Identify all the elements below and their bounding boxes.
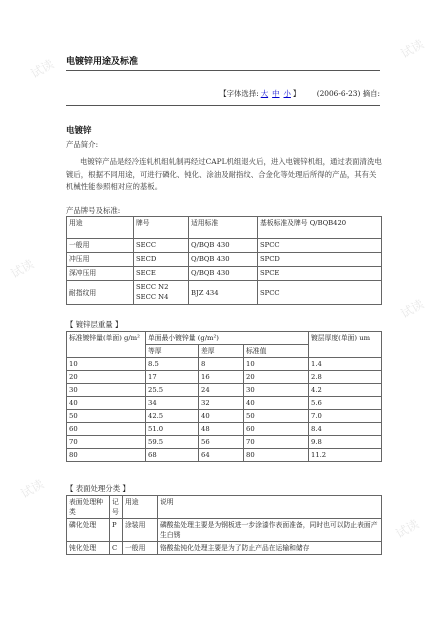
table-cell: 镀层厚度(单面) um bbox=[309, 332, 382, 358]
table-cell: 40 bbox=[67, 397, 146, 410]
table-row bbox=[67, 332, 382, 345]
table-cell: 用途 bbox=[67, 217, 134, 239]
table-cell: 8.5 bbox=[146, 358, 199, 371]
table-cell: 70 bbox=[244, 436, 309, 449]
watermark: 试读 bbox=[28, 56, 57, 81]
table-cell: 70 bbox=[67, 436, 146, 449]
table-row bbox=[67, 371, 382, 384]
table-cell: Q/BQB 430 bbox=[189, 253, 258, 267]
table-cell: 涂装用 bbox=[123, 519, 158, 542]
table-cell: 30 bbox=[244, 384, 309, 397]
table-row bbox=[67, 449, 382, 462]
table-cell: 标准值 bbox=[244, 345, 309, 358]
table-cell: 51.0 bbox=[146, 423, 199, 436]
table-cell: 64 bbox=[199, 449, 244, 462]
table-row bbox=[67, 253, 382, 267]
table-cell: 42.5 bbox=[146, 410, 199, 423]
table-cell: 60 bbox=[244, 423, 309, 436]
table-cell: SPCD bbox=[258, 253, 382, 267]
table-cell: 铬酸盐钝化处理主要是为了防止产品在运输和储存 bbox=[158, 542, 382, 555]
table-cell: 50 bbox=[244, 410, 309, 423]
table-cell: 32 bbox=[199, 397, 244, 410]
title-rule bbox=[66, 70, 380, 71]
document-title: 电镀锌用途及标准 bbox=[66, 57, 139, 67]
table-cell: 4.2 bbox=[309, 384, 382, 397]
table-cell: 深冲压用 bbox=[67, 267, 134, 281]
table-row bbox=[67, 542, 382, 555]
table-cell: 耐指纹用 bbox=[67, 281, 134, 305]
table-cell: 差厚 bbox=[199, 345, 244, 358]
table-cell: P bbox=[110, 519, 123, 542]
section-title: 电镀锌 bbox=[66, 126, 92, 136]
table-row bbox=[67, 397, 382, 410]
table-cell: SPCC bbox=[258, 281, 382, 305]
table-row bbox=[67, 436, 382, 449]
table-row bbox=[67, 281, 382, 305]
font-size-small-link[interactable]: 小 bbox=[283, 89, 291, 98]
table-row bbox=[67, 358, 382, 371]
table-cell: 2.8 bbox=[309, 371, 382, 384]
table-cell: 40 bbox=[244, 397, 309, 410]
table-cell: SECE bbox=[134, 267, 189, 281]
table-row bbox=[67, 267, 382, 281]
table-cell: 34 bbox=[146, 397, 199, 410]
table-cell: 59.5 bbox=[146, 436, 199, 449]
table-cell: 60 bbox=[67, 423, 146, 436]
table-row bbox=[67, 384, 382, 397]
table-cell: 80 bbox=[67, 449, 146, 462]
table-cell: 20 bbox=[244, 371, 309, 384]
table-cell: 56 bbox=[199, 436, 244, 449]
table-cell: 一般用 bbox=[67, 239, 134, 253]
table-cell: 1.4 bbox=[309, 358, 382, 371]
table-cell: 牌号 bbox=[134, 217, 189, 239]
surface-table bbox=[66, 495, 382, 555]
watermark: 试读 bbox=[393, 516, 422, 541]
table-cell: 40 bbox=[199, 410, 244, 423]
table-cell: 用途 bbox=[123, 496, 158, 519]
watermark: 试读 bbox=[18, 476, 47, 501]
table-cell: Q/BQB 430 bbox=[189, 267, 258, 281]
table-cell: 68 bbox=[146, 449, 199, 462]
table-cell: 8.4 bbox=[309, 423, 382, 436]
table-cell: 等厚 bbox=[146, 345, 199, 358]
font-select-close: 】 bbox=[292, 89, 301, 98]
table-cell: 钝化处理 bbox=[67, 542, 110, 555]
table-cell: 标准镀锌量(单面) g/m² bbox=[67, 332, 146, 358]
table-cell: 25.5 bbox=[146, 384, 199, 397]
table-cell: SECD bbox=[134, 253, 189, 267]
table-row bbox=[67, 519, 382, 542]
table-cell: 20 bbox=[67, 371, 146, 384]
font-select-label: 【字体选择: bbox=[219, 89, 259, 98]
table-cell: 8 bbox=[199, 358, 244, 371]
table-cell: 24 bbox=[199, 384, 244, 397]
table-cell: 50 bbox=[67, 410, 146, 423]
table-row bbox=[67, 239, 382, 253]
table-row bbox=[67, 423, 382, 436]
font-size-large-link[interactable]: 大 bbox=[260, 89, 269, 98]
table-cell: 基板标准及牌号 Q/BQB420 bbox=[258, 217, 382, 239]
table-cell: 磷酸盐处理主要是为钢板进一步涂漆作表面准备，同时也可以防止表面产生白锈 bbox=[158, 519, 382, 542]
table-cell: 10 bbox=[67, 358, 146, 371]
table-cell: 11.2 bbox=[309, 449, 382, 462]
table-row bbox=[67, 496, 382, 519]
date-info: (2006-6-23) 摘自: bbox=[316, 89, 380, 98]
watermark: 试读 bbox=[8, 256, 37, 281]
intro-paragraph: 电镀锌产品是经冷连轧机组轧制再经过CAPL机组退火后，进入电镀锌机组，通过表面清洗电镀后，根据不同用途，可进行磷化、钝化、涂油及耐指纹、合金化等处理后所得的产品，其有关机械性能参照相对应的基板。 bbox=[66, 157, 382, 191]
table-cell: 记号 bbox=[110, 496, 123, 519]
table-cell: 一般用 bbox=[123, 542, 158, 555]
table-cell: 9.8 bbox=[309, 436, 382, 449]
table-cell: SPCC bbox=[258, 239, 382, 253]
table-cell: C bbox=[110, 542, 123, 555]
table-cell: 冲压用 bbox=[67, 253, 134, 267]
table-row bbox=[67, 410, 382, 423]
grades-table bbox=[66, 216, 382, 305]
coating-table bbox=[66, 331, 382, 462]
table-cell: 单面最小镀锌量 (g/m²) bbox=[146, 332, 309, 345]
table-cell: 磷化处理 bbox=[67, 519, 110, 542]
table-cell: 80 bbox=[244, 449, 309, 462]
meta-rule bbox=[66, 105, 380, 106]
watermark: 试读 bbox=[398, 296, 427, 321]
table-cell: Q/BQB 430 bbox=[189, 239, 258, 253]
table-cell: 10 bbox=[244, 358, 309, 371]
table-cell: 适用标准 bbox=[189, 217, 258, 239]
table-cell: 说明 bbox=[158, 496, 382, 519]
table-cell: 5.6 bbox=[309, 397, 382, 410]
table-cell: BJZ 434 bbox=[189, 281, 258, 305]
table-cell: SECC bbox=[134, 239, 189, 253]
meta-line bbox=[0, 88, 380, 99]
table-cell: 16 bbox=[199, 371, 244, 384]
table-cell: 7.0 bbox=[309, 410, 382, 423]
table-cell: 17 bbox=[146, 371, 199, 384]
table-cell: 30 bbox=[67, 384, 146, 397]
table-row bbox=[67, 217, 382, 239]
font-size-medium-link[interactable]: 中 bbox=[272, 89, 280, 98]
table-cell: SECC N2 SECC N4 bbox=[134, 281, 189, 305]
coating-caption: 【 镀锌层重量 】 bbox=[66, 320, 123, 329]
grades-caption: 产品牌号及标准: bbox=[66, 206, 121, 215]
intro-label: 产品简介: bbox=[66, 140, 99, 149]
table-cell: SPCE bbox=[258, 267, 382, 281]
table-cell: 48 bbox=[199, 423, 244, 436]
watermark: 试读 bbox=[398, 36, 427, 61]
table-cell: 表面处理种类 bbox=[67, 496, 110, 519]
surface-caption: 【 表面处理分类 】 bbox=[66, 484, 130, 493]
